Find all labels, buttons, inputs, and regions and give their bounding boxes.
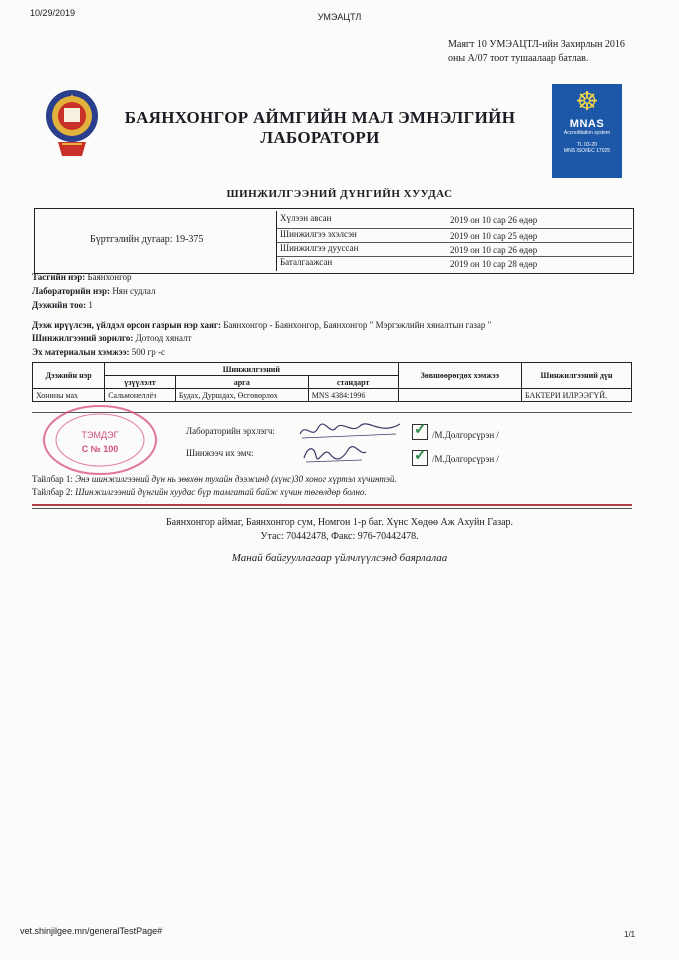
mnas-accreditation-logo [552, 84, 622, 178]
footer-divider [32, 504, 632, 506]
info-divider [276, 211, 277, 271]
cell-sample: Хонины мах [33, 389, 105, 402]
signature-head [296, 418, 406, 442]
mnas-code-2: MNS ISO/IEC 17025 [563, 148, 611, 154]
print-header: УМЭАЦТЛ [317, 12, 362, 22]
soyombo-icon: ☸ [575, 86, 599, 116]
mnas-sub: Accreditation system [563, 130, 611, 136]
checkmark-icon [412, 450, 428, 466]
footer-address [0, 516, 679, 544]
results-table [32, 362, 632, 402]
header-analysis: Шинжилгээний [105, 363, 398, 376]
header-result: Шинжилгээний дүн [522, 363, 632, 389]
field-department: Тасгийн нэр: Баянхонгор [32, 272, 132, 282]
note-2: Тайлбар 2: Шинжилгээний дүнгийн хуудас бүр тамгатай байж хүчин төгөлдөр болно. [32, 487, 367, 497]
header-sample: Дээжийн нэр [33, 363, 105, 389]
stamp-text: ТЭМДЭГ [81, 430, 119, 440]
header-method: арга [175, 376, 308, 389]
footer-contact-line: Утас: 70442478, Факс: 976-70442478. [260, 531, 419, 542]
field-purpose: Шинжилгээний зорилго: Дотоод хяналт [32, 333, 192, 343]
date-value-received: 2019 он 10 сар 26 өдөр [450, 215, 538, 225]
footer-address-line: Баянхонгор аймаг, Баянхонгор сум, Номгон 1-р баг. Хүнс Хөдөө Аж Ахуйн Газар. [165, 517, 514, 528]
note-1: Тайлбар 1: Энэ шинжилгээний дүн нь зөвхөн тухайн дээжинд (хүнс)30 хоног хүртэл хүчинтэй. [32, 474, 397, 484]
header-standard: стандарт [308, 376, 398, 389]
date-value-started: 2019 он 10 сар 25 өдөр [450, 231, 538, 241]
date-label-received: Хүлээн авсан [280, 213, 332, 223]
cell-limit [398, 389, 521, 402]
approval-note [448, 38, 648, 66]
mnas-name: MNAS [569, 118, 605, 130]
date-label-confirmed: Баталгаажсан [280, 257, 333, 267]
field-sender: Дээж ирүүлсэн, үйлдэл орсон газрын нэр хаяг: Баянхонгор - Баянхонгор, Баянхонгор " Мэргэжлийн хяналтын газар " [32, 320, 492, 330]
signature-name-vet: /М.Долгорсүрэн / [432, 454, 499, 464]
signature-vet [300, 440, 370, 466]
page-url: vet.shinjilgee.mn/generalTestPage# [20, 926, 163, 936]
field-laboratory: Лабораторийн нэр: Нян судлал [32, 286, 156, 296]
footer-divider [32, 508, 632, 509]
registration-number: Бүртгэлийн дугаар: 19-375 [90, 234, 204, 245]
signature-name-head: /М.Долгорсүрэн / [432, 430, 499, 440]
stamp-number: С № 100 [81, 444, 119, 454]
table-row [33, 389, 632, 402]
organization-title [110, 108, 530, 148]
thanks-message: Манай байгууллагаар үйлчлүүлсэнд баярлалаа [231, 552, 448, 564]
date-label-started: Шинжилгээ эхэлсэн [280, 229, 357, 239]
stamp-seal [36, 402, 176, 482]
header-indicator: үзүүлэлт [105, 376, 176, 389]
approval-line-1: Маягт 10 УМЭАЦТЛ-ийн Захирлын 2016 [448, 39, 625, 50]
mnas-code-1: TL 03-20 [577, 142, 597, 148]
emblem-icon [44, 86, 100, 162]
org-title-line-1: БАЯНХОНГОР АЙМГИЙН МАЛ ЭМНЭЛГИЙН [124, 108, 516, 127]
org-title-line-2: ЛАБОРАТОРИ [260, 128, 380, 147]
cell-method: Будах, Дуршдах, Өсгөвөрлөх [175, 389, 308, 402]
date-value-finished: 2019 он 10 сар 26 өдөр [450, 245, 538, 255]
checkmark-icon [412, 424, 428, 440]
page-number: 1/1 [624, 930, 636, 939]
date-label-finished: Шинжилгээ дууссан [280, 243, 359, 253]
print-date: 10/29/2019 [30, 8, 76, 18]
field-sample-count: Дээжийн тоо: 1 [32, 300, 93, 310]
signature-label-vet: Шинжээч их эмч: [186, 448, 254, 458]
date-value-confirmed: 2019 он 10 сар 28 өдөр [450, 259, 538, 269]
cell-result: БАКТЕРИ ИЛРЭЭГҮЙ. [522, 389, 632, 402]
cell-indicator: Сальмонеллёз [105, 389, 176, 402]
signature-label-head: Лабораторийн эрхлэгч: [186, 426, 275, 436]
document-title: ШИНЖИЛГЭЭНИЙ ДҮНГИЙН ХУУДАС [226, 188, 453, 200]
header-limit: Зөвшөөрөгдөх хэмжээ [398, 363, 521, 389]
cell-standard: MNS 4384:1996 [308, 389, 398, 402]
approval-line-2: оны А/07 тоот тушаалаар батлав. [448, 53, 589, 64]
field-material-amount: Эх материалын хэмжээ: 500 гр -с [32, 347, 165, 357]
